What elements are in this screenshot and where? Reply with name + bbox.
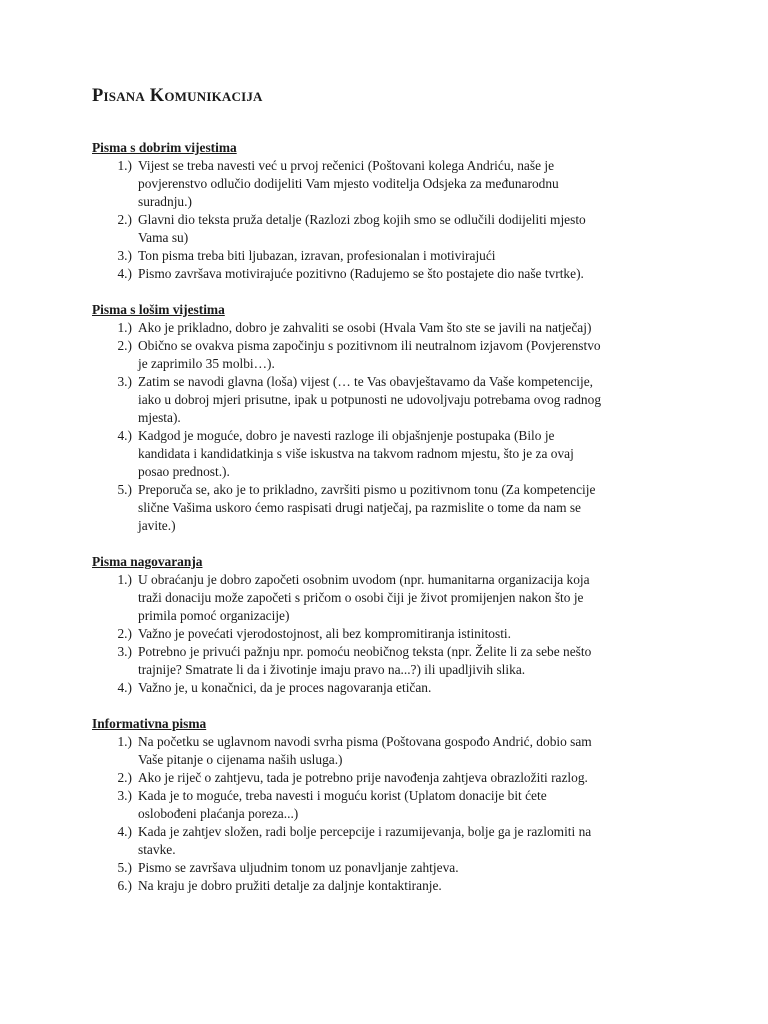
list-item-line — [92, 319, 692, 337]
list-item-number: 2.) — [117, 212, 132, 227]
list-item-number: 5.) — [117, 482, 132, 497]
list-item-text: Važno je povećati vjerodostojnost, ali bez kompromitiranja istinitosti. — [138, 626, 512, 641]
list-item-text: povjerenstvo odlučio dodijeliti Vam mjesto voditelja Odsjeka za međunarodnu — [138, 176, 559, 191]
list-item-line — [92, 247, 692, 265]
list-item-text: je zaprimilo 35 molbi…). — [138, 356, 275, 371]
list-item-line — [92, 157, 692, 175]
list-item-number — [92, 229, 138, 247]
list-item-number: 4.) — [117, 680, 132, 695]
list-item-text: Pismo se završava uljudnim tonom uz ponavljanje zahtjeva. — [138, 860, 459, 875]
list-item-text: Na početku se uglavnom navodi svrha pisma (Poštovana gospođo Andrić, dobio sam — [138, 734, 592, 749]
section-heading: Pisma s lošim vijestima — [92, 302, 225, 317]
list-item-text: Vijest se treba navesti već u prvoj rečenici (Poštovani kolega Andriću, naše je — [138, 158, 555, 173]
list-item-text: Ton pisma treba biti ljubazan, izravan, profesionalan i motivirajući — [138, 248, 496, 263]
list-item-number — [92, 841, 138, 859]
list-item-line — [92, 229, 692, 247]
list-item-line — [92, 607, 692, 625]
list-item-number — [92, 607, 138, 625]
list-item-line — [92, 373, 692, 391]
list-item-line — [92, 445, 692, 463]
list-item-text: slične Vašima uskoro ćemo raspisati drugi natječaj, pa razmislite o tome da nam se — [138, 500, 582, 515]
list-item-text: javite.) — [138, 518, 176, 533]
list-item-number — [92, 193, 138, 211]
list-item-text: Obično se ovakva pisma započinju s pozitivnom ili neutralnom izjavom (Povjerenstvo — [138, 338, 601, 353]
list-item-text: Glavni dio teksta pruža detalje (Razlozi zbog kojih smo se odlučili dodijeliti mjesto — [138, 212, 586, 227]
list-item-line — [92, 211, 692, 229]
list-item-number: 3.) — [117, 644, 132, 659]
list-item-text: traži donaciju može započeti s pričom o osobi čiji je život promijenjen nakon što je — [138, 590, 584, 605]
list-item-line — [92, 679, 692, 697]
list-item-text: Vama su) — [138, 230, 189, 245]
list-item-number: 1.) — [117, 572, 132, 587]
section-heading: Informativna pisma — [92, 716, 207, 731]
list-item-line — [92, 859, 692, 877]
section — [92, 553, 692, 697]
list-item-line — [92, 661, 692, 679]
section — [92, 301, 692, 535]
list-item-number — [92, 463, 138, 481]
list-item-number — [92, 391, 138, 409]
list-item-number: 2.) — [117, 770, 132, 785]
list-item-number: 1.) — [117, 158, 132, 173]
list-item-number: 4.) — [117, 824, 132, 839]
list-item-line — [92, 751, 692, 769]
list-item-number — [92, 445, 138, 463]
list-item-text: Kada je to moguće, treba navesti i moguću korist (Uplatom donacije bit ćete — [138, 788, 547, 803]
list-item-text: kandidata i kandidatkinja s više iskustva na takvom radnom mjestu, što je za ovaj — [138, 446, 574, 461]
list-item-line — [92, 823, 692, 841]
list-item-number: 5.) — [117, 860, 132, 875]
list-item-line — [92, 733, 692, 751]
list-item-number: 2.) — [117, 626, 132, 641]
list-item-line — [92, 175, 692, 193]
list-item-text: suradnju.) — [138, 194, 192, 209]
list-item-text: Kada je zahtjev složen, radi bolje percepcije i razumijevanja, bolje ga je razlomiti na — [138, 824, 592, 839]
list-item-line — [92, 481, 692, 499]
list-item-line — [92, 589, 692, 607]
list-item-text: Preporuča se, ako je to prikladno, završiti pismo u pozitivnom tonu (Za kompetencije — [138, 482, 596, 497]
list-item-text: Važno je, u konačnici, da je proces nagovaranja etičan. — [138, 680, 432, 695]
list-item-line — [92, 517, 692, 535]
list-item-number — [92, 355, 138, 373]
section-heading: Pisma s dobrim vijestima — [92, 140, 237, 155]
list-item-text: posao prednost.). — [138, 464, 230, 479]
list-item-text: trajnije? Smatrate li da i životinje imaju pravo na...?) ili upadljivih slika. — [138, 662, 526, 677]
list-item-number — [92, 517, 138, 535]
list-item-line — [92, 643, 692, 661]
section-heading: Pisma nagovaranja — [92, 554, 203, 569]
list-item-text: Ako je prikladno, dobro je zahvaliti se osobi (Hvala Vam što ste se javili na natječaj) — [138, 320, 592, 335]
list-item-number — [92, 751, 138, 769]
list-item-number: 4.) — [117, 428, 132, 443]
list-item-line — [92, 463, 692, 481]
list-item-number — [92, 805, 138, 823]
list-item-line — [92, 337, 692, 355]
list-item-line — [92, 877, 692, 895]
list-item-line — [92, 409, 692, 427]
list-item-number — [92, 499, 138, 517]
list-item-line — [92, 193, 692, 211]
list-item-line — [92, 427, 692, 445]
list-item-line — [92, 265, 692, 283]
page-title: Pisana Komunikacija — [92, 86, 263, 106]
list-item-text: Vaše pitanje o cijenama naših usluga.) — [138, 752, 343, 767]
list-item-text: Na kraju je dobro pružiti detalje za daljnje kontaktiranje. — [138, 878, 442, 893]
list-item-line — [92, 355, 692, 373]
list-item-line — [92, 787, 692, 805]
list-item-line — [92, 391, 692, 409]
list-item-number: 3.) — [117, 374, 132, 389]
list-item-text: Zatim se navodi glavna (loša) vijest (… te Vas obavještavamo da Vaše kompetencije, — [138, 374, 594, 389]
list-item-number — [92, 409, 138, 427]
list-item-number — [92, 589, 138, 607]
list-item-text: oslobođeni plaćanja poreza...) — [138, 806, 299, 821]
list-item-text: Pismo završava motivirajuće pozitivno (Radujemo se što postajete dio naše tvrtke). — [138, 266, 584, 281]
list-item-line — [92, 769, 692, 787]
section — [92, 715, 692, 895]
list-item-number — [92, 661, 138, 679]
list-item-number: 1.) — [117, 734, 132, 749]
list-item-text: mjesta). — [138, 410, 181, 425]
list-item-number: 3.) — [117, 248, 132, 263]
list-item-line — [92, 805, 692, 823]
list-item-text: primila pomoć organizacije) — [138, 608, 290, 623]
list-item-line — [92, 571, 692, 589]
list-item-text: iako u dobroj mjeri prisutne, ipak u potpunosti ne udovoljvaju potrebama ovog radnog — [138, 392, 602, 407]
list-item-number: 6.) — [117, 878, 132, 893]
list-item-text: Potrebno je privući pažnju npr. pomoću neobičnog teksta (npr. Želite li za sebe nešto — [138, 644, 592, 659]
list-item-text: U obraćanju je dobro započeti osobnim uvodom (npr. humanitarna organizacija koja — [138, 572, 590, 587]
list-item-text: Kadgod je moguće, dobro je navesti razloge ili objašnjenje postupaka (Bilo je — [138, 428, 555, 443]
document-body — [92, 139, 692, 895]
list-item-number — [92, 175, 138, 193]
list-item-line — [92, 499, 692, 517]
section — [92, 139, 692, 283]
list-item-number: 2.) — [117, 338, 132, 353]
list-item-number: 3.) — [117, 788, 132, 803]
list-item-line — [92, 625, 692, 643]
list-item-line — [92, 841, 692, 859]
list-item-text: Ako je riječ o zahtjevu, tada je potrebno prije navođenja zahtjeva obrazložiti razlog. — [138, 770, 588, 785]
list-item-text: stavke. — [138, 842, 176, 857]
list-item-number: 1.) — [117, 320, 132, 335]
list-item-number: 4.) — [117, 266, 132, 281]
